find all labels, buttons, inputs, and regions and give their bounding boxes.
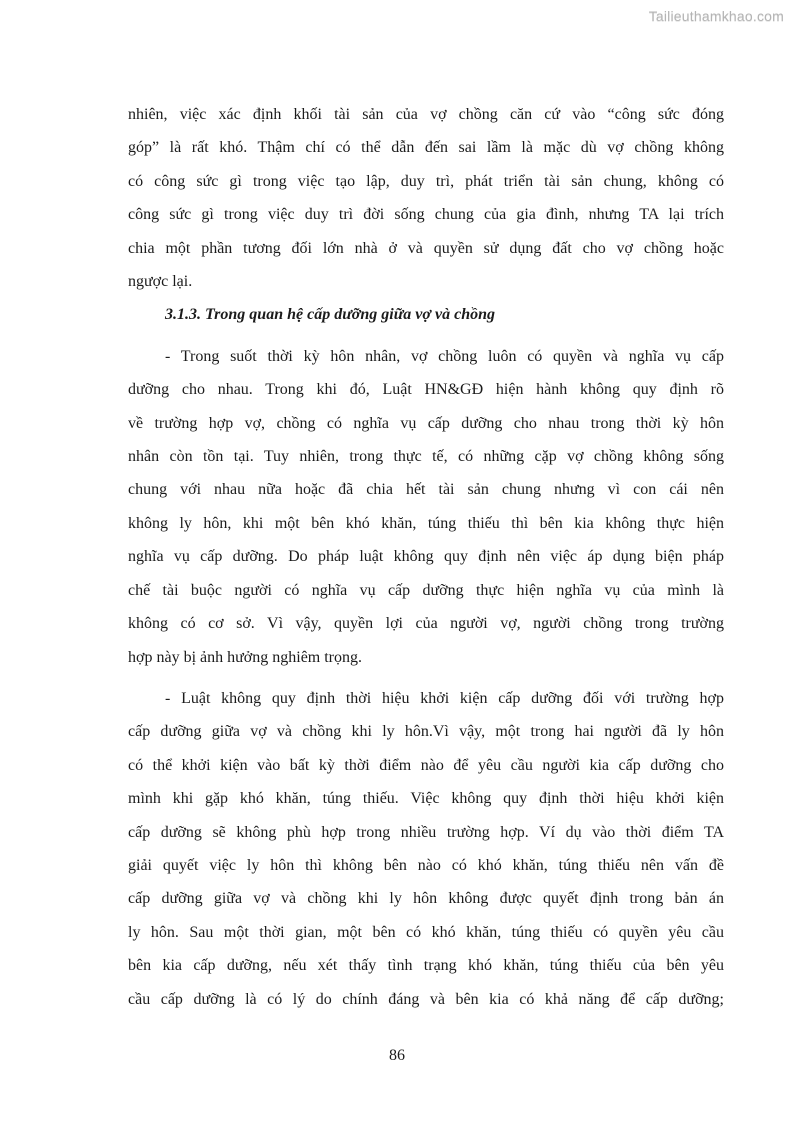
text-line: ngược lại. xyxy=(128,273,193,291)
text-line: cấp dưỡng giữa vợ và chồng khi ly hôn không được quyết định trong bản án xyxy=(128,890,724,908)
text-line: - Trong suốt thời kỳ hôn nhân, vợ chồng luôn có quyền và nghĩa vụ cấp xyxy=(165,347,724,365)
text-line: công sức gì trong việc duy trì đời sống chung của gia đình, nhưng TA lại trích xyxy=(128,206,724,224)
text-line: - Luật không quy định thời hiệu khởi kiện cấp dưỡng đối với trường hợp xyxy=(165,689,724,707)
text-line: có công sức gì trong việc tạo lập, duy trì, phát triển tài sản chung, không có xyxy=(128,172,724,190)
page-number: 86 xyxy=(389,1047,405,1064)
paragraph xyxy=(128,682,724,1016)
text-line: giải quyết việc ly hôn thì không bên nào có khó khăn, túng thiếu nên vấn đề xyxy=(128,856,724,874)
text-line: chia một phần tương đối lớn nhà ở và quyền sử dụng đất cho vợ chồng hoặc xyxy=(128,239,724,257)
paragraph xyxy=(128,98,724,298)
paragraph xyxy=(128,340,724,674)
page-footer xyxy=(0,1044,794,1068)
text-line: chế tài buộc người có nghĩa vụ cấp dưỡng thực hiện nghĩa vụ của mình là xyxy=(128,581,724,599)
text-line: cấp dưỡng giữa vợ và chồng khi ly hôn.Vì vậy, một trong hai người đã ly hôn xyxy=(128,723,724,741)
text-line: mình khi gặp khó khăn, túng thiếu. Việc không quy định thời hiệu khởi kiện xyxy=(128,790,724,808)
text-line: góp” là rất khó. Thậm chí có thể dẫn đến sai lầm là mặc dù vợ chồng không xyxy=(128,139,724,157)
text-line: có thể khởi kiện vào bất kỳ thời điểm nào để yêu cầu người kia cấp dưỡng cho xyxy=(128,756,724,774)
text-line: ly hôn. Sau một thời gian, một bên có khó khăn, túng thiếu có quyền yêu cầu xyxy=(128,923,724,941)
text-line: không ly hôn, khi một bên khó khăn, túng thiếu thì bên kia không thực hiện xyxy=(128,514,724,532)
text-line: cấp dưỡng sẽ không phù hợp trong nhiều trường hợp. Ví dụ vào thời điểm TA xyxy=(128,823,724,841)
watermark-text: Tailieuthamkhao.com xyxy=(648,8,784,24)
text-line: hợp này bị ảnh hưởng nghiêm trọng. xyxy=(128,648,363,666)
document-body xyxy=(128,98,724,1016)
text-line: nhân còn tồn tại. Tuy nhiên, trong thực tế, có những cặp vợ chồng không sống xyxy=(128,448,724,466)
text-line: về trường hợp vợ, chồng có nghĩa vụ cấp dưỡng cho nhau trong thời kỳ hôn xyxy=(128,414,724,432)
text-line: chung với nhau nữa hoặc đã chia hết tài sản chung nhưng vì con cái nên xyxy=(128,481,724,499)
text-line: bên kia cấp dưỡng, nếu xét thấy tình trạng khó khăn, túng thiếu của bên yêu xyxy=(128,957,724,975)
text-line: không có cơ sở. Vì vậy, quyền lợi của người vợ, người chồng trong trường xyxy=(128,615,724,633)
text-line: dưỡng cho nhau. Trong khi đó, Luật HN&GĐ hiện hành không quy định rõ xyxy=(128,381,724,399)
text-line: cầu cấp dưỡng là có lý do chính đáng và bên kia có khả năng để cấp dưỡng; xyxy=(128,990,724,1008)
text-line: nghĩa vụ cấp dưỡng. Do pháp luật không quy định nên việc áp dụng biện pháp xyxy=(128,548,724,566)
section-heading: 3.1.3. Trong quan hệ cấp dưỡng giữa vợ và chồng xyxy=(165,306,495,324)
text-line: nhiên, việc xác định khối tài sản của vợ chồng căn cứ vào “công sức đóng xyxy=(128,106,724,123)
